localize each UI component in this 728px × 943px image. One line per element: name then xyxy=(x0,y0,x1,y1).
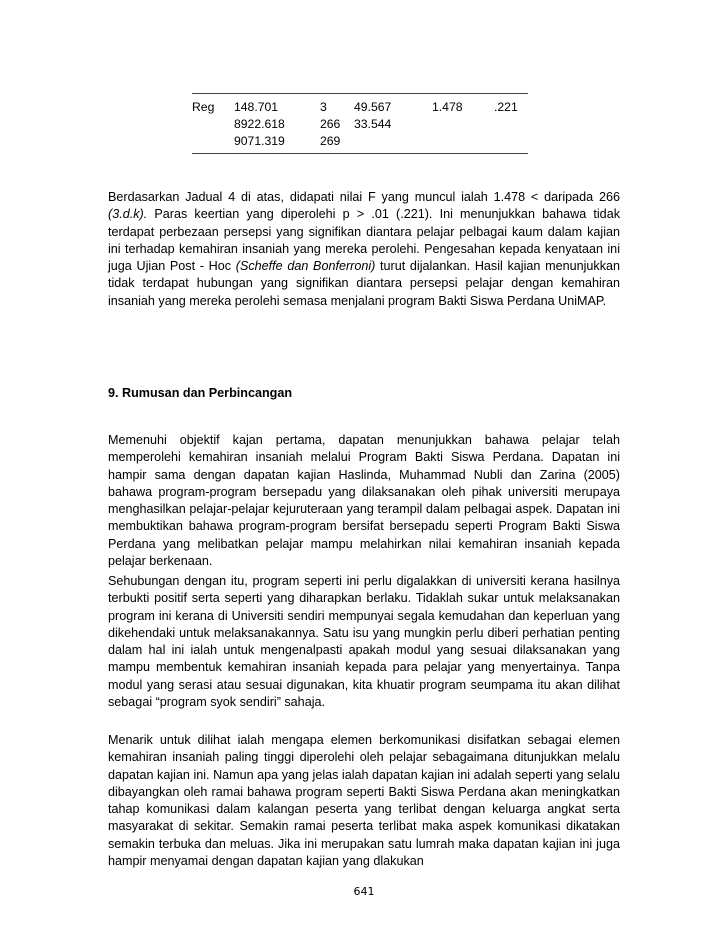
table-cell: 8922.618 xyxy=(234,117,285,131)
table-cell xyxy=(432,116,494,133)
table-cell xyxy=(192,116,234,133)
section-heading: 9. Rumusan dan Perbincangan xyxy=(108,386,293,400)
page-number: 641 xyxy=(353,885,375,898)
table-cell xyxy=(432,133,494,150)
text-run: turut dijalankan. Hasil kajian menunjukkan tidak terdapat hubungan yang signifikan diantara persepsi pelajar dengan kemahiran insaniah yang mereka perolehi semasa menjalani program Bakti Siswa Perdana UniMAP. xyxy=(108,259,621,308)
table-cell: 269 xyxy=(320,134,341,148)
text-run: Paras keertian yang diperolehi p > .01 (.221). Ini menunjukkan bahawa tidak terdapat perbezaan persepsi yang signifikan diantara pelajar pelbagai kaum dalam kajian ini terhadap kemahiran insaniah yang mereka perolehi. Pengesahan kepada kenyataan ini juga Ujian Post - Hoc xyxy=(108,207,620,274)
table-cell xyxy=(494,133,528,150)
paragraph-finding-3: Menarik untuk dilihat ialah mengapa elemen berkomunikasi disifatkan sebagai elemen kemahiran insaniah paling tinggi diperolehi oleh pelajar sebagaimana ditunjukkan melalu dapatan kajian ini. Namun apa yang jelas ialah dapatan kajian ini adalah seperti yang selalu dibayangkan oleh ramai bahawa program seperti Bakti Siswa Perdana akan meningkatkan tahap komunikasi dalam kalangan peserta yang terlibat dengan keluarga angkat serta masyarakat di sekitar. Semakin ramai peserta terlibat maka aspek komunikasi dikatakan semakin terbuka dan meluas. Jika ini merupakan satu lumrah maka dapatan kajian ini juga hampir menyamai dengan dapatan kajian yang dlakukan xyxy=(108,733,620,869)
italic-text: (3.d.k). xyxy=(108,207,148,222)
table-row xyxy=(192,133,528,150)
table-row xyxy=(192,116,528,133)
table-cell: 49.567 xyxy=(354,100,392,114)
table-cell: 3 xyxy=(320,100,327,114)
paragraph-anova-result xyxy=(108,189,620,310)
paragraph-finding-1: Memenuhi objektif kajan pertama, dapatan menunjukkan bahawa pelajar telah memperolehi kemahiran insaniah melalui Program Bakti Siswa Perdana. Dapatan ini hampir sama dengan dapatan kajian Haslinda, Muhammad Nubli dan Zarina (2005) bahawa program-program bersepadu yang dilaksanakan oleh pihak universiti merupaya menghasilkan pelajar-pelajar kejuruteraan yang terampil dalam pelbagai aspek. Dapatan ini membuktikan bahawa program-program bersifat bersepadu seperti Program Bakti Siswa Perdana yang melibatkan pelajar mampu melahirkan nilai kemahiran insaniah kepada pelajar berkenaan. xyxy=(108,433,620,569)
table-cell xyxy=(192,133,234,150)
table-cell: 266 xyxy=(320,117,341,131)
table-cell: 9071.319 xyxy=(234,134,285,148)
table-cell: .221 xyxy=(494,100,518,114)
table-cell xyxy=(494,116,528,133)
table-cell: Reg xyxy=(192,100,215,114)
table-row xyxy=(192,99,528,116)
paragraph-finding-2: Sehubungan dengan itu, program seperti ini perlu digalakkan di universiti kerana hasilnya terbukti positif serta seperti yang diharapkan berlaku. Tidaklah sukar untuk melaksanakan program ini kerana di Universiti sendiri mempunyai segala kemudahan dan keperluan yang dikehendaki untuk melaksanakannya. Satu isu yang mungkin perlu diberi perhatian penting dalam hal ini ialah untuk mengenalpasti apakah modul yang sesuai dilaksanakan yang mampu membentuk kemahiran insaniah kepada para pelajar yang menyertainya. Tanpa modul yang serasi atau sesuai digunakan, kita khuatir program seumpama itu akan dilihat sebagai “program syok sendiri” sahaja. xyxy=(108,574,620,710)
table-cell: 1.478 xyxy=(432,100,463,114)
anova-table xyxy=(192,93,528,154)
table-cell xyxy=(354,133,432,150)
table-cell: 33.544 xyxy=(354,117,392,131)
text-run: Berdasarkan Jadual 4 di atas, didapati nilai F yang muncul ialah 1.478 < daripada 266 xyxy=(108,190,620,204)
italic-text: (Scheffe dan Bonferroni) xyxy=(235,259,376,274)
table-cell: 148.701 xyxy=(234,100,279,114)
